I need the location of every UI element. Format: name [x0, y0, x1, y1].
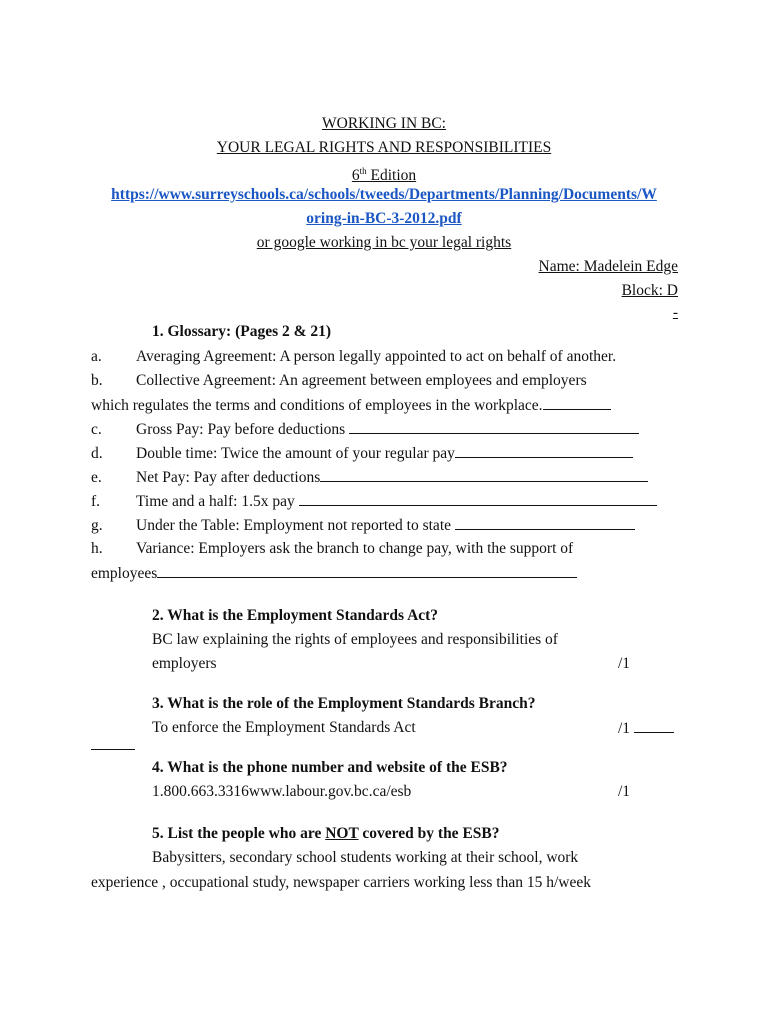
item-text: Under the Table: Employment not reported to state	[136, 517, 455, 534]
answer-blank	[455, 515, 635, 530]
item-text-cont: which regulates the terms and conditions of employees in the workplace.	[91, 397, 543, 414]
glossary-item-c	[91, 419, 639, 440]
question-5-heading	[152, 824, 500, 844]
glossary-item-a	[91, 347, 616, 367]
edition-word: Edition	[366, 167, 417, 185]
glossary-item-h-cont	[91, 563, 577, 584]
answer-blank	[320, 467, 648, 482]
question-3-blank-cont	[91, 735, 135, 756]
doc-title-line2: YOUR LEGAL RIGHTS AND RESPONSIBILITIES	[216, 139, 552, 156]
question-4-mark: /1	[618, 783, 631, 800]
glossary-item-b-cont	[91, 395, 611, 416]
item-text: Collective Agreement: An agreement between employees and employers	[136, 372, 587, 389]
heading-post: covered by the ESB?	[358, 825, 500, 842]
question-5-answer-line1: Babysitters, secondary school students working at their school, work	[152, 849, 579, 866]
answer-blank	[349, 419, 639, 434]
item-text: Gross Pay: Pay before deductions	[136, 421, 350, 438]
glossary-item-e	[91, 467, 648, 488]
item-text: Time and a half: 1.5x pay	[136, 493, 299, 510]
answer-blank	[91, 735, 135, 750]
item-text: Double time: Twice the amount of your regular pay	[136, 445, 455, 462]
edition-superscript: th	[359, 166, 367, 176]
answer-blank	[299, 491, 657, 506]
glossary-heading: 1. Glossary: (Pages 2 & 21)	[152, 323, 332, 340]
item-text: Averaging Agreement: A person legally appointed to act on behalf of another.	[136, 348, 617, 365]
question-4-answer: 1.800.663.3316www.labour.gov.bc.ca/esb	[152, 783, 412, 800]
heading-not: NOT	[325, 825, 359, 842]
question-3-heading: 3. What is the role of the Employment Standards Branch?	[152, 695, 536, 712]
item-text: Variance: Employers ask the branch to change pay, with the support of	[136, 540, 574, 557]
item-letter: b.	[91, 372, 103, 389]
doc-title-line1: WORKING IN BC:	[322, 115, 446, 132]
source-url-line1[interactable]: https://www.surreyschools.ca/schools/tweeds/Departments/Planning/Documents/W	[111, 186, 657, 203]
item-letter: c.	[91, 421, 102, 438]
glossary-item-g	[91, 515, 635, 536]
item-letter: e.	[91, 469, 102, 486]
answer-blank	[543, 395, 611, 410]
question-2-answer-line1: BC law explaining the rights of employees and responsibilities of	[152, 631, 558, 648]
glossary-item-f	[91, 491, 657, 512]
student-block: Block: D	[621, 282, 678, 299]
item-letter: a.	[91, 348, 102, 365]
question-3-answer: To enforce the Employment Standards Act	[152, 719, 416, 736]
item-letter: h.	[91, 540, 103, 557]
glossary-item-b	[91, 371, 587, 391]
source-url-line2[interactable]: oring-in-BC-3-2012.pdf	[306, 210, 462, 227]
student-name: Name: Madelein Edge	[538, 258, 678, 275]
answer-blank	[634, 718, 674, 733]
question-2-mark: /1	[618, 655, 631, 672]
edition-number: 6	[351, 167, 360, 185]
edition-line	[0, 161, 768, 186]
glossary-item-d	[91, 443, 633, 464]
item-letter: d.	[91, 445, 103, 462]
answer-blank	[157, 563, 577, 578]
item-text: Net Pay: Pay after deductions	[136, 469, 321, 486]
header-dash: -	[672, 304, 678, 321]
question-5-answer-line2: experience , occupational study, newspaper carriers working less than 15 h/week	[91, 874, 591, 891]
glossary-item-h	[91, 539, 573, 559]
question-2-answer-line2: employers	[152, 655, 217, 672]
item-text-cont: employees	[91, 565, 158, 582]
question-2-heading: 2. What is the Employment Standards Act?	[152, 607, 439, 624]
answer-blank	[455, 443, 633, 458]
google-note: or google working in bc your legal rights	[256, 234, 512, 251]
item-letter: g.	[91, 517, 103, 534]
heading-pre: 5. List the people who are	[152, 825, 326, 842]
question-3-mark	[618, 718, 674, 739]
item-letter: f.	[91, 493, 101, 510]
mark-text: /1	[618, 720, 631, 737]
question-4-heading: 4. What is the phone number and website of the ESB?	[152, 759, 508, 776]
